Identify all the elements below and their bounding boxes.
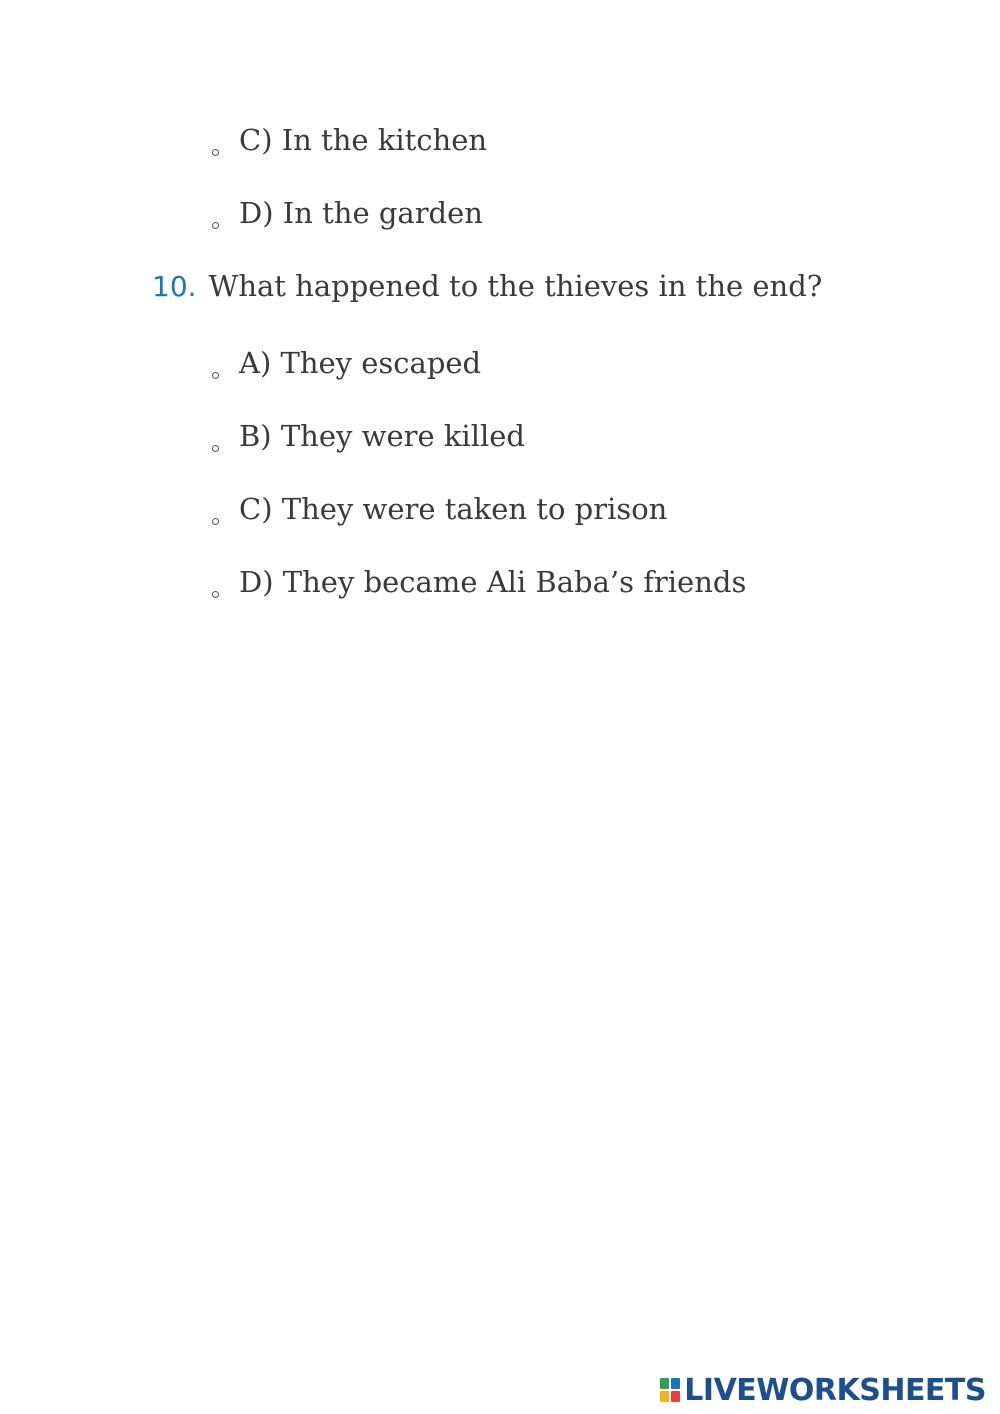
option-9d-text: D) In the garden [239, 196, 483, 230]
option-10d-text: D) They became Ali Baba’s friends [239, 565, 747, 599]
bullet-icon [212, 445, 219, 452]
bullet-icon [212, 591, 219, 598]
question-number: 10. [152, 270, 197, 303]
brand-name: LIVEWORKSHEETS [684, 1372, 986, 1408]
option-10a [212, 345, 481, 381]
option-9c-text: C) In the kitchen [239, 123, 488, 157]
option-10d [212, 564, 746, 600]
bullet-icon [212, 518, 219, 525]
option-9d [212, 195, 483, 231]
bullet-icon [212, 222, 219, 229]
option-10a-text: A) They escaped [239, 346, 482, 380]
question-text: What happened to the thieves in the end? [208, 269, 823, 303]
option-10b-text: B) They were killed [239, 419, 525, 453]
bullet-icon [212, 149, 219, 156]
liveworksheets-mark-icon [660, 1378, 680, 1402]
option-10c-text: C) They were taken to prison [239, 492, 668, 526]
bullet-icon [212, 372, 219, 379]
option-9c [212, 122, 487, 158]
question-10 [152, 268, 822, 305]
option-10c [212, 491, 667, 527]
liveworksheets-logo [660, 1373, 986, 1407]
option-10b [212, 418, 525, 454]
